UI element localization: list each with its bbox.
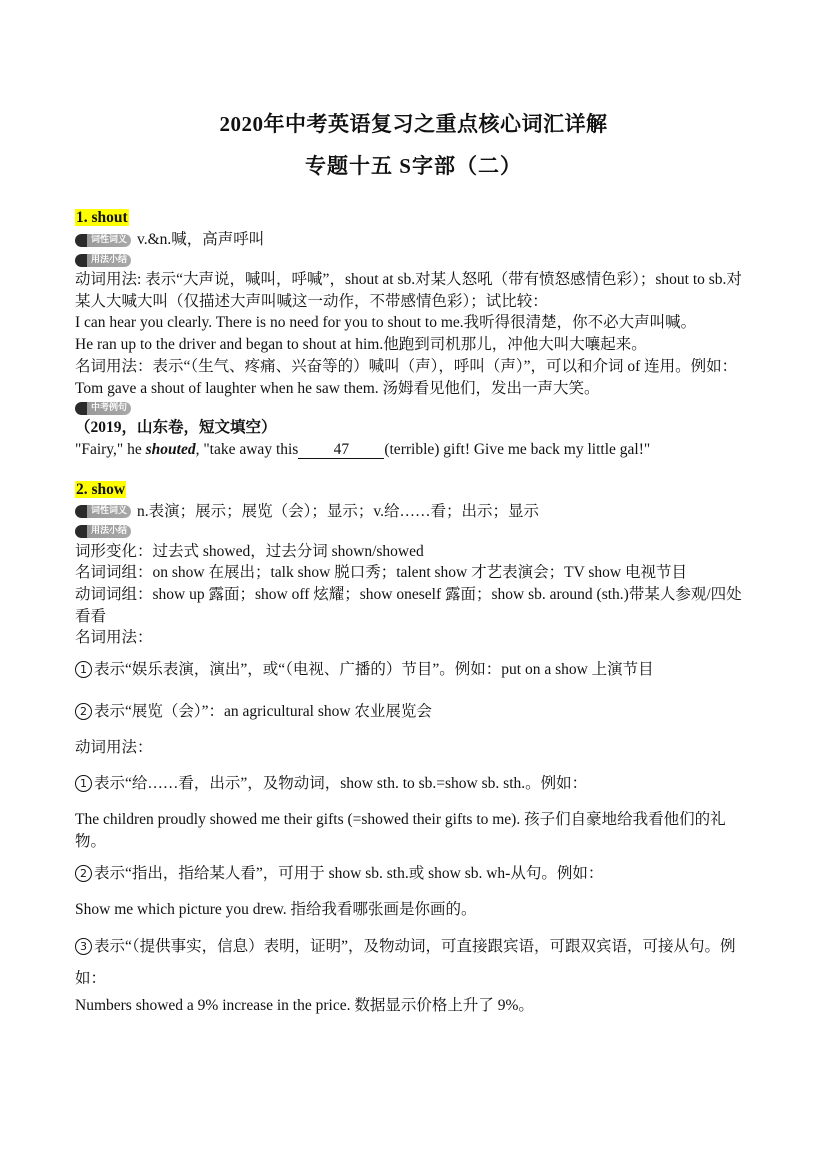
verb-usage-paragraph: 动词用法: 表示“大声说，喊叫，呼喊”，shout at sb.对某人怒吼（带有愤怒感情色彩）；shout to sb.对某人大喊大叫（仅描述大声叫喊这一动作，不带感情色彩）；试比较： [75, 271, 742, 310]
meaning-text: v.&n.喊，高声呼叫 [137, 231, 265, 249]
exam-source: （2019，山东卷，短文填空） [75, 419, 277, 437]
exam-emphasis: shouted [145, 440, 196, 458]
usage-item-text: 表示“娱乐表演，演出”，或“（电视、广播的）节目”。例如：put on a show 上演节目 [94, 661, 654, 679]
exam-sentence [75, 439, 755, 461]
noun-usage-paragraph: 名词用法：表示“（生气、疼痛、兴奋等的）喊叫（声），呼叫（声）”，可以和介词 of 连用。例如： [75, 357, 738, 375]
entry-head-highlight: 1. shout [76, 209, 128, 226]
meaning-line [75, 229, 755, 251]
exam-tag-row [75, 399, 755, 417]
noun-phrases: 名词词组：on show 在展出；talk show 脱口秀；talent show 才艺表演会；TV show 电视节目 [75, 564, 687, 582]
example-sentence: He ran up to the driver and began to shout at him.他跑到司机那儿，冲他大叫大嚷起来。 [75, 336, 647, 354]
usage-item-text: 表示“指出，指给某人看”，可用于 show sb. sth.或 show sb. wh-从句。例如： [94, 864, 604, 882]
verb-usage-item [75, 931, 755, 995]
entry-head-highlight: 2. show [76, 480, 126, 498]
usage-item-text: 表示“给……看，出示”，及物动词，show sth. to sb.=show sb. sth.。例如： [94, 775, 588, 793]
circled-number-icon: 1 [75, 661, 92, 678]
word-forms: 词形变化：过去式 showed，过去分词 shown/showed [75, 542, 424, 560]
example-sentence: The children proudly showed me their gifts (=showed their gifts to me). 孩子们自豪地给我看他们的礼物。 [75, 811, 726, 850]
document-title: 2020年中考英语复习之重点核心词汇详解 [219, 112, 608, 136]
example-sentence: I can hear you clearly. There is no need for you to shout to me.我听得很清楚，你不必大声叫喊。 [75, 314, 697, 332]
exam-text: "Fairy," he [75, 440, 146, 458]
exam-text: , "take away this [195, 440, 299, 458]
verb-phrases: 动词词组：show up 露面；show off 炫耀；show oneself 露面；show sb. around (sth.)带某人参观/四处看看 [75, 586, 742, 625]
exam-text: (terrible) gift! Give me back my little gal!" [384, 440, 651, 458]
circled-number-icon: 2 [75, 703, 92, 720]
usage-tag-row [75, 251, 755, 269]
usage-item-text: 表示“展览（会）”：an agricultural show 农业展览会 [94, 703, 432, 721]
verb-usage-item [75, 763, 755, 805]
spacer [75, 461, 755, 479]
noun-usage-item [75, 649, 755, 691]
usage-tag-row [75, 523, 755, 541]
example-sentence: Tom gave a shout of laughter when he saw them. 汤姆看见他们，发出一声大笑。 [75, 379, 600, 397]
exam-blank: 47 [298, 442, 384, 459]
meaning-line [75, 501, 755, 523]
noun-usage-item [75, 691, 755, 733]
exam-tag-icon: 中考例句 [75, 402, 131, 415]
circled-number-icon: 3 [75, 938, 92, 955]
noun-usage-label: 名词用法： [75, 629, 153, 647]
usage-tag-icon: 用法小结 [75, 525, 131, 538]
example-sentence: Numbers showed a 9% increase in the price. 数据显示价格上升了 9%。 [75, 996, 534, 1014]
circled-number-icon: 2 [75, 865, 92, 882]
verb-usage-item [75, 853, 755, 895]
document-body [75, 207, 755, 1016]
verb-usage-label: 动词用法： [75, 739, 153, 757]
usage-item-text: 表示“（提供事实，信息）表明，证明”，及物动词，可直接跟宾语，可跟双宾语，可接从句。例如： [75, 937, 736, 987]
document-subtitle: 专题十五 S字部（二） [305, 154, 522, 178]
entry-heading-show [75, 479, 755, 501]
meaning-text: n.表演；展示；展览（会）；显示；v.给……看；出示；显示 [137, 502, 539, 520]
meaning-tag-icon: 词性词义 [75, 505, 131, 518]
example-sentence: Show me which picture you drew. 指给我看哪张画是你画的。 [75, 900, 477, 918]
circled-number-icon: 1 [75, 775, 92, 792]
entry-heading-shout [75, 207, 755, 229]
usage-tag-icon: 用法小结 [75, 254, 131, 267]
meaning-tag-icon: 词性词义 [75, 234, 131, 247]
